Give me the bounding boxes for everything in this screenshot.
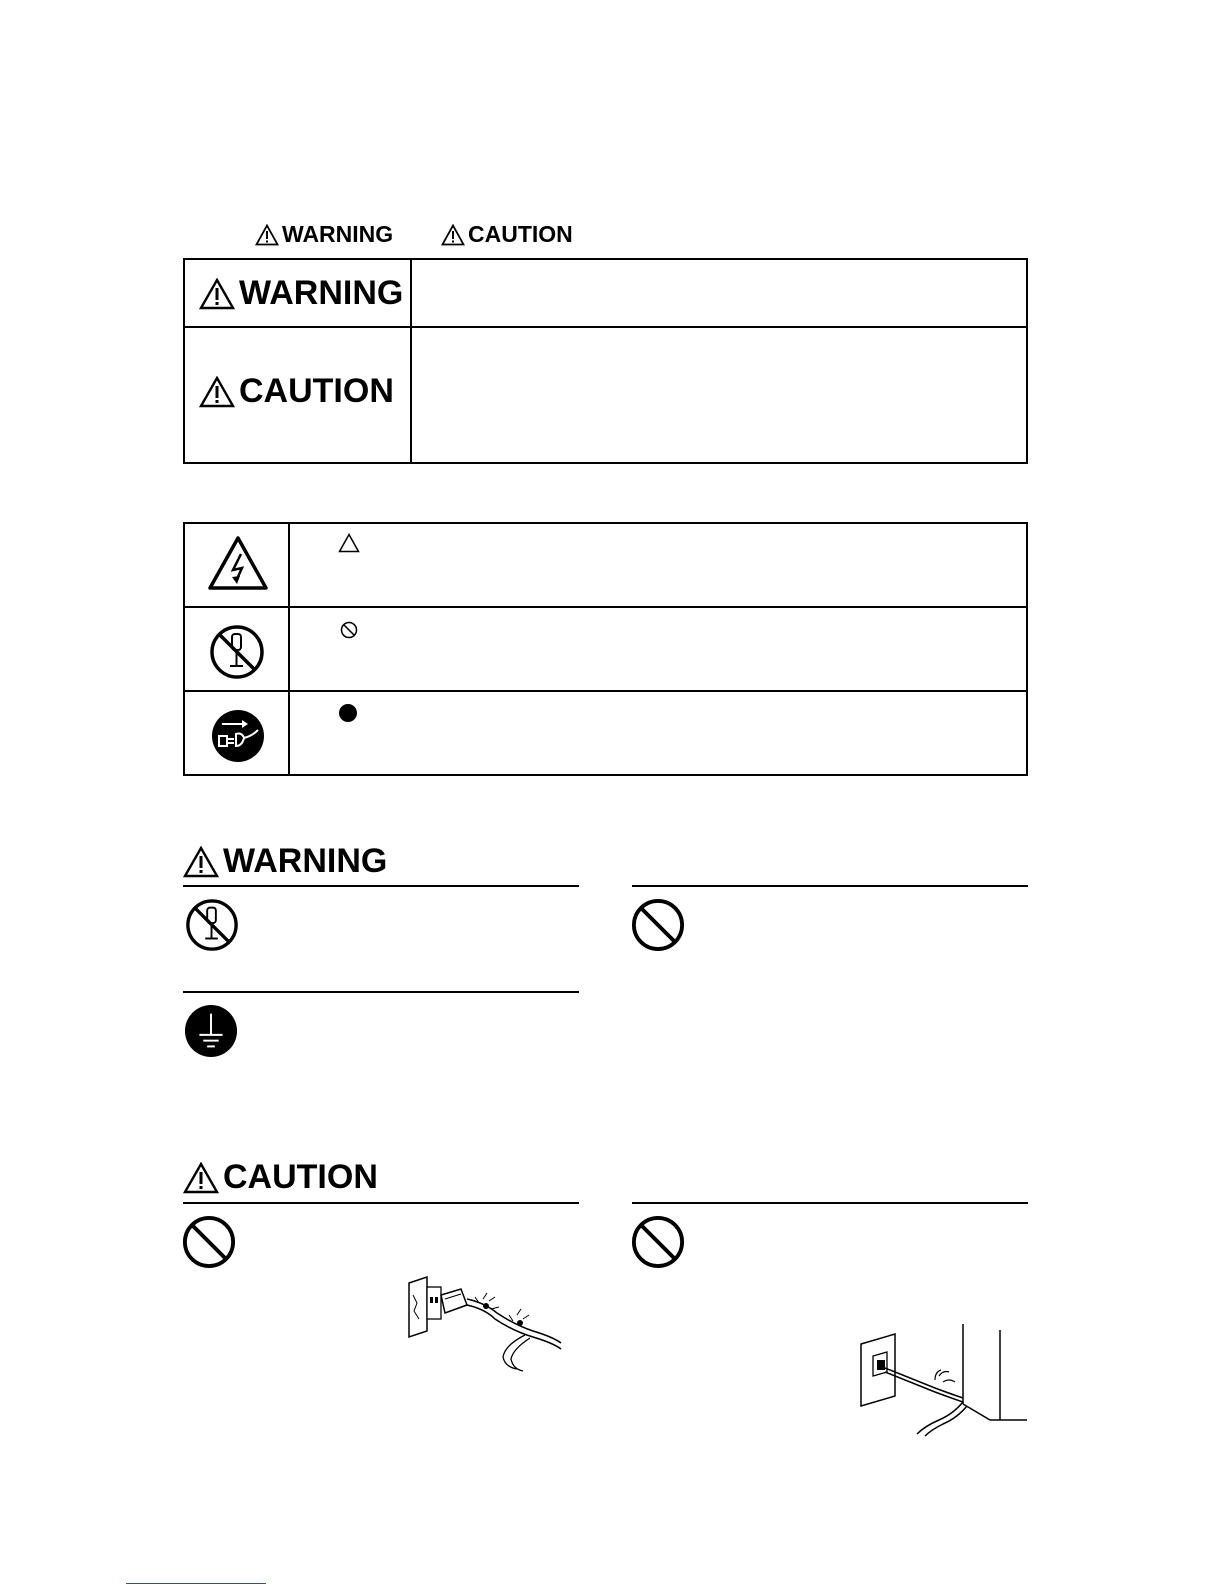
warning-section-title: WARNING (223, 842, 388, 880)
warning-triangle-icon (183, 1162, 219, 1194)
symbol-table-row-divider (184, 690, 1027, 692)
warning-item-prohibition (631, 898, 685, 952)
warning-item-divider (632, 885, 1028, 887)
caution-item-damaged-cord (182, 1215, 236, 1269)
warning-triangle-icon (183, 846, 219, 878)
footer-link[interactable] (126, 1583, 266, 1584)
symbol-table-row-divider (184, 606, 1027, 608)
definition-row-caution (199, 372, 394, 411)
warning-item-divider (183, 991, 579, 993)
warning-item-no-disassembly (185, 898, 239, 952)
mandatory-marker-icon (338, 703, 358, 723)
warning-triangle-icon (255, 224, 279, 246)
caution-item-pinched-cord (631, 1215, 685, 1269)
definition-table-divider (410, 259, 412, 463)
warning-triangle-icon (199, 376, 235, 408)
caution-section-title: CAUTION (223, 1158, 378, 1196)
caution-item-divider (183, 1202, 579, 1204)
prohibition-icon (182, 1215, 236, 1269)
caution-item-divider (632, 1202, 1028, 1204)
symbol-row-no-disassembly (209, 624, 265, 680)
ground-icon (184, 1004, 238, 1058)
prohibition-icon (631, 1215, 685, 1269)
symbol-table-divider (288, 523, 290, 775)
warning-section-heading (183, 842, 387, 881)
damaged-cord-outlet-illustration (405, 1275, 570, 1375)
unplug-icon (210, 708, 266, 764)
definition-caution-label: CAUTION (239, 372, 394, 410)
warning-item-divider (183, 885, 579, 887)
legend-caution-label: CAUTION (468, 221, 573, 247)
prohibition-marker-icon (340, 621, 358, 639)
symbol-row-electric (207, 535, 269, 591)
legend-caution (441, 221, 573, 248)
symbol-row-unplug (210, 708, 266, 764)
legend-warning-label: WARNING (282, 221, 394, 247)
caution-section-heading (183, 1158, 378, 1197)
no-disassembly-icon (185, 898, 239, 952)
definition-row-warning (199, 274, 403, 313)
symbol-table (183, 522, 1028, 776)
electric-shock-icon (207, 535, 269, 591)
warning-triangle-icon (441, 224, 465, 246)
triangle-marker-icon (338, 533, 360, 553)
legend-warning (255, 221, 393, 248)
warning-triangle-icon (199, 278, 235, 310)
warning-item-ground (184, 1004, 238, 1058)
no-disassembly-icon (209, 624, 265, 680)
definition-table-row-divider (184, 326, 1027, 328)
pinched-cord-illustration (855, 1322, 1030, 1437)
prohibition-icon (631, 898, 685, 952)
definition-warning-label: WARNING (239, 274, 404, 312)
